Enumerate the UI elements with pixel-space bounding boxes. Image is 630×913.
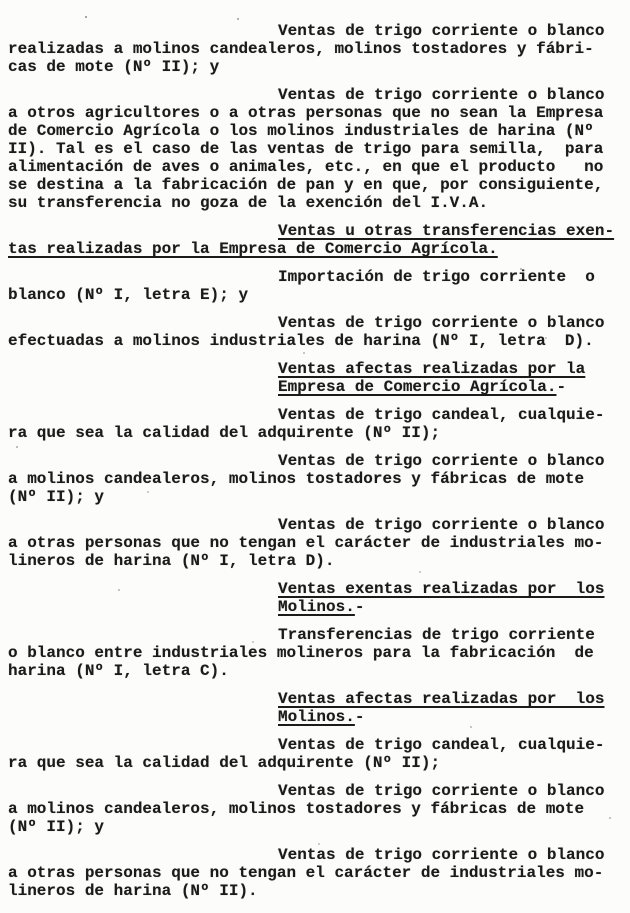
document-text — [8, 22, 626, 910]
paragraph — [8, 452, 626, 506]
text-line: Ventas de trigo corriente o blanco — [278, 846, 605, 864]
heading-line: Molinos.- — [278, 598, 365, 616]
text-line: blanco (Nº I, letra E); y — [8, 286, 249, 304]
paragraph — [8, 406, 626, 442]
paragraph — [8, 22, 626, 76]
paragraph — [8, 86, 626, 212]
text-line: Transferencias de trigo corriente — [278, 626, 595, 644]
paragraph — [8, 626, 626, 680]
text-line: cas de mote (Nº II); y — [8, 58, 220, 76]
paragraph — [8, 268, 626, 304]
text-line: a molinos candealeros, molinos tostadores y fábricas de mote — [8, 470, 585, 488]
text-line: Ventas de trigo corriente o blanco — [278, 22, 605, 40]
text-line: Ventas de trigo corriente o blanco — [278, 516, 605, 534]
text-line: o blanco entre industriales molineros para la fabricación de — [8, 644, 594, 662]
heading-line: Ventas afectas realizadas por la — [278, 360, 586, 378]
heading-line: Empresa de Comercio Agrícola.- — [278, 378, 567, 396]
text-line: Ventas de trigo corriente o blanco — [278, 314, 605, 332]
paragraph — [8, 782, 626, 836]
heading-line: Ventas u otras transferencias exen- — [278, 222, 615, 240]
text-line: ra que sea la calidad del adquirente (Nº II); — [8, 424, 441, 442]
text-line: Ventas de trigo corriente o blanco — [278, 782, 605, 800]
text-line: (Nº II); y — [8, 818, 105, 836]
scan-noise — [85, 16, 87, 18]
text-line: Ventas de trigo corriente o blanco — [278, 452, 605, 470]
paragraph — [8, 314, 626, 350]
text-line: a otras personas que no tengan el carácter de industriales mo- — [8, 534, 604, 552]
heading-line: Ventas afectas realizadas por los — [278, 690, 605, 708]
section-heading — [8, 690, 626, 726]
text-line: a otras personas que no tengan el carácter de industriales mo- — [8, 864, 604, 882]
heading-line: Ventas exentas realizadas por los — [278, 580, 605, 598]
text-line: Ventas de trigo candeal, cualquie- — [278, 406, 605, 424]
text-line: lineros de harina (Nº II). — [8, 882, 258, 900]
heading-line: Molinos.- — [278, 708, 365, 726]
text-line: efectuadas a molinos industriales de harina (Nº I, letra D). — [8, 332, 594, 350]
paragraph — [8, 516, 626, 570]
text-line: se destina a la fabricación de pan y en que, por consiguiente, — [8, 176, 604, 194]
text-line: a otros agricultores o a otras personas que no sean la Empresa — [8, 104, 604, 122]
text-line: su transferencia no goza de la exención del I.V.A. — [8, 194, 489, 212]
section-heading — [8, 360, 626, 396]
text-line: a molinos candealeros, molinos tostadores y fábricas de mote — [8, 800, 585, 818]
text-line: Importación de trigo corriente o — [278, 268, 595, 286]
text-line: Ventas de trigo corriente o blanco — [278, 86, 605, 104]
text-line: ra que sea la calidad del adquirente (Nº II); — [8, 754, 441, 772]
text-line: realizadas a molinos candealeros, molinos tostadores y fábri- — [8, 40, 594, 58]
text-line: alimentación de aves o animales, etc., en que el producto no — [8, 158, 604, 176]
text-line: II). Tal es el caso de las ventas de trigo para semilla, para — [8, 140, 604, 158]
text-line: lineros de harina (Nº I, letra D). — [8, 552, 335, 570]
text-line: Ventas de trigo candeal, cualquie- — [278, 736, 605, 754]
heading-line: tas realizadas por la Empresa de Comercio Agrícola. — [8, 240, 498, 258]
section-heading — [8, 222, 626, 258]
text-line: harina (Nº I, letra C). — [8, 662, 229, 680]
section-heading — [8, 580, 626, 616]
paragraph — [8, 736, 626, 772]
text-line: de Comercio Agrícola o los molinos industriales de harina (Nº — [8, 122, 594, 140]
text-line: (Nº II); y — [8, 488, 105, 506]
paragraph — [8, 846, 626, 900]
